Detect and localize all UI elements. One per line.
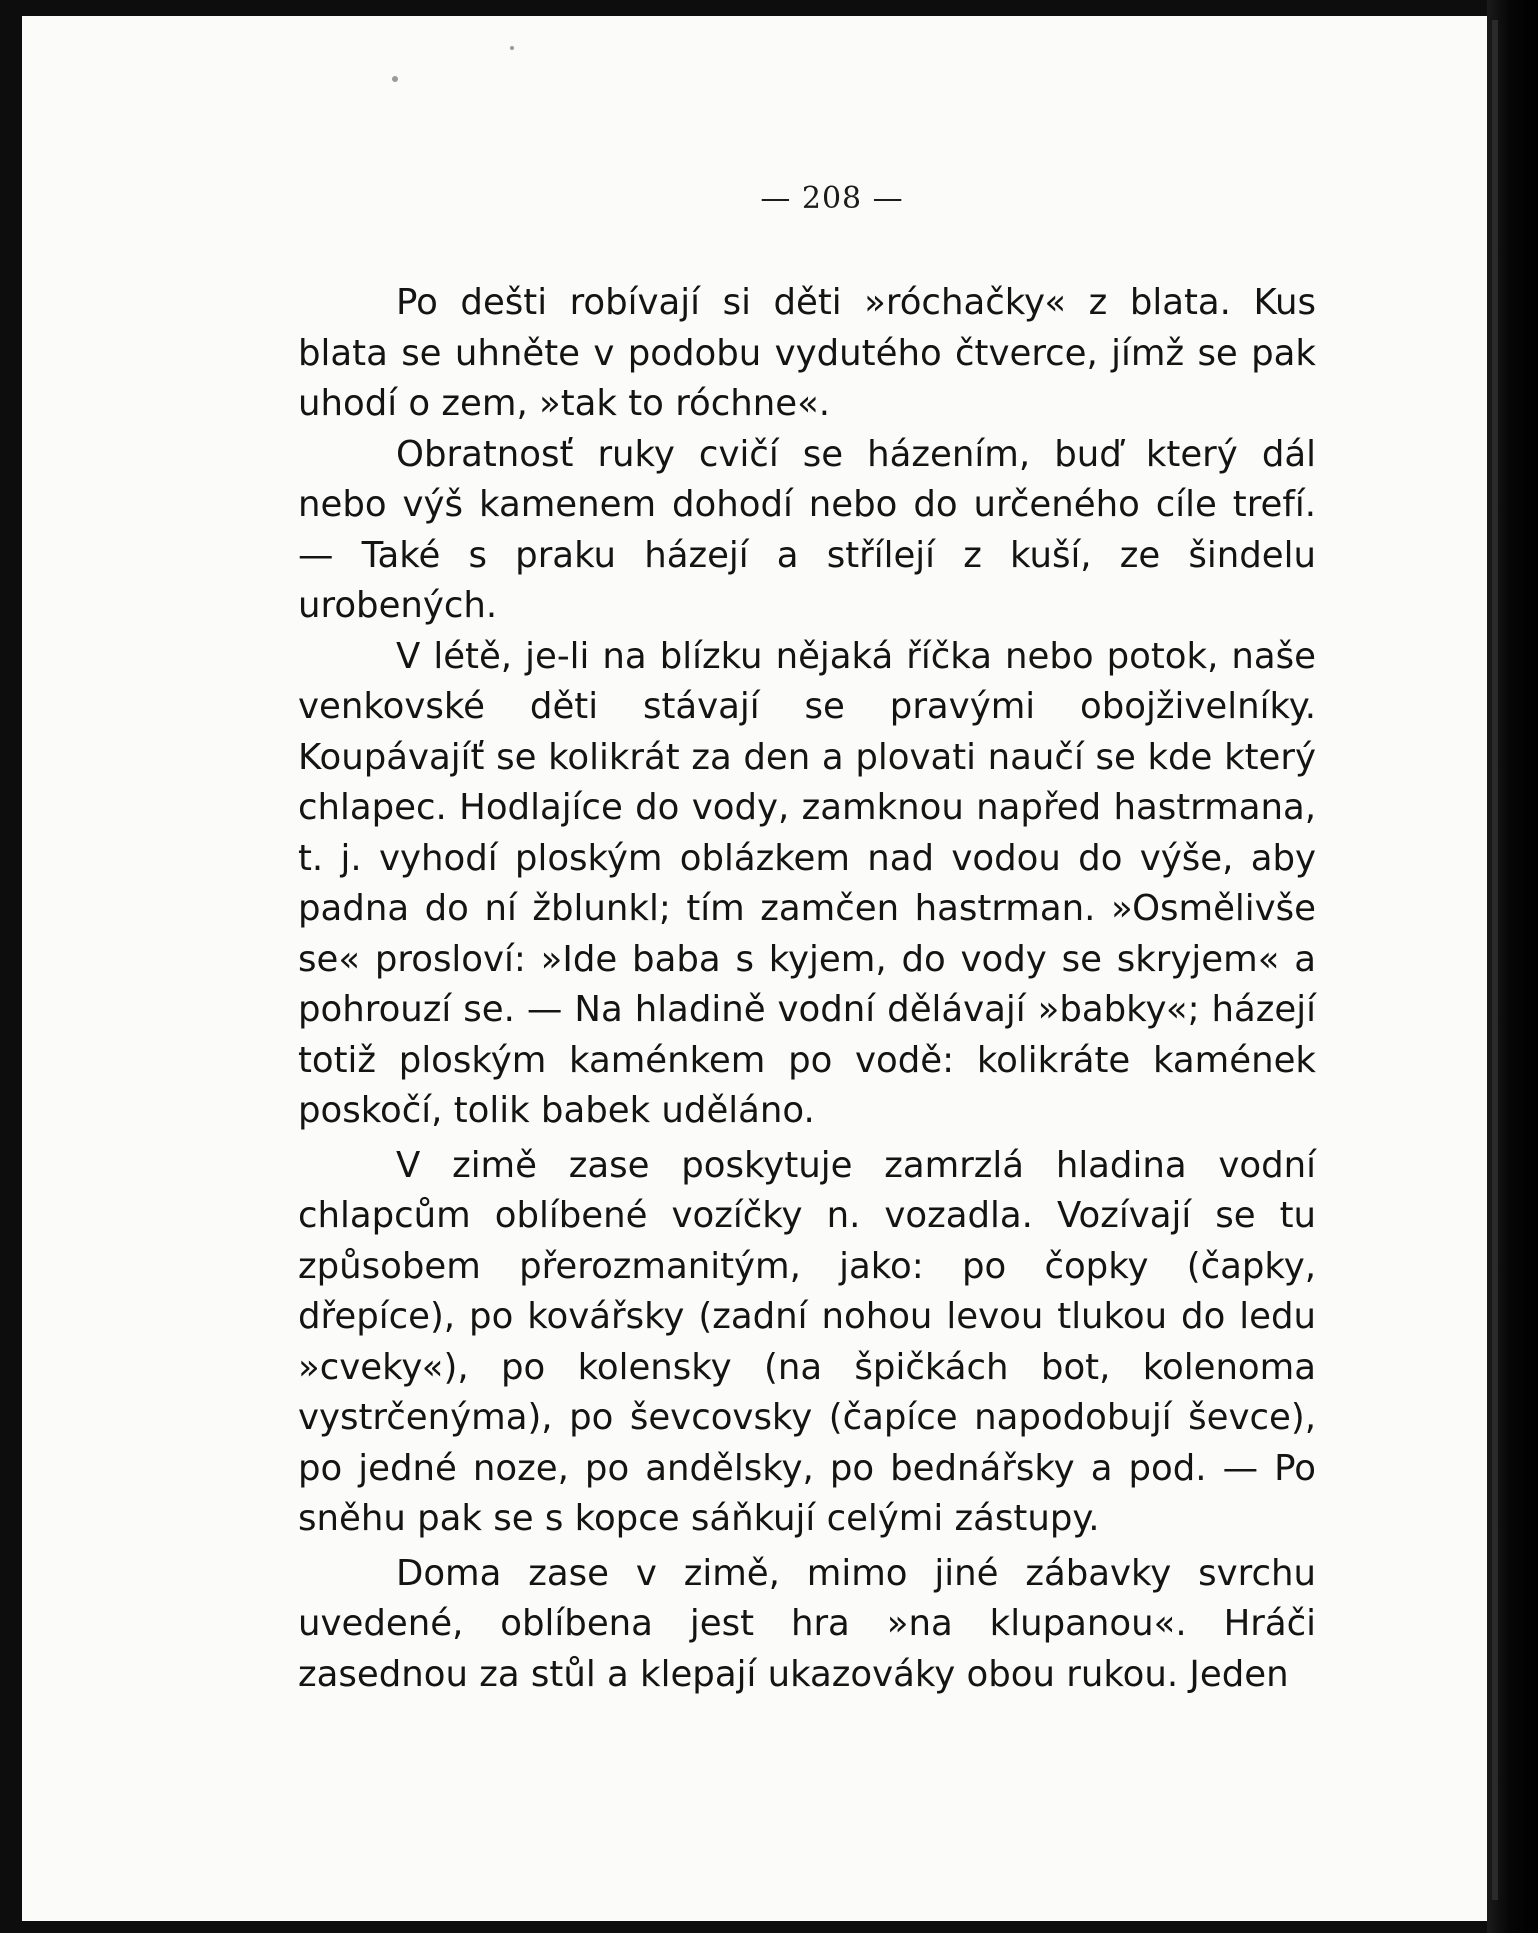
dust-speck (510, 46, 514, 50)
paragraph-summer-water: V létě, je-li na blízku nějaká říčka nebo potok, naše venkovské děti stávají se pravými obojživelníky. Koupávajíť se kolikrát za den a plovati naučí se kde který chlapec. Hodlajíce do vody, zamknou napřed hastrmana, t. j. vyhodí ploským oblázkem nad vodou do výše, aby padna do ní žblunkl; tím zamčen hastrman. »Osmělivše se« prosloví: »Ide baba s kyjem, do vody se skryjem« a pohrouzí se. — Na hladině vodní dělávají »babky«; házejí totiž ploským kaménkem po vodě: kolikráte kamének poskočí, tolik babek uděláno. (298, 635, 1316, 1131)
book-page (22, 16, 1487, 1921)
page-number: — 208 — (760, 181, 904, 216)
body-text (298, 278, 1316, 1700)
paragraph-mud-toys: Po dešti robívají si děti »róchačky« z blata. Kus blata se uhněte v podobu vydutého čtverce, jímž se pak uhodí o zem, »tak to róchne«. (298, 282, 1316, 424)
dust-speck (392, 76, 398, 82)
page-edge-shadow (1492, 20, 1498, 1900)
paragraph-indoor-games: Doma zase v zimě, mimo jiné zábavky svrchu uvedené, oblíbena jest hra »na klupanou«. Hráči zasednou za stůl a klepají ukazováky obou rukou. Jeden (298, 1552, 1316, 1695)
paragraph-winter-ice: V zimě zase poskytuje zamrzlá hladina vodní chlapcům oblíbené vozíčky n. vozadla. Vozívají se tu způsobem přerozmanitým, jako: po čopky (čapky, dřepíce), po kovářsky (zadní nohou levou tlukou do ledu »cveky«), po kolensky (na špičkách bot, kolenoma vystrčenýma), po ševcovsky (čapíce napodobují ševce), po jedné noze, po andělsky, po bednářsky a pod. — Po sněhu pak se s kopce sáňkují celými zástupy. (298, 1144, 1316, 1539)
paragraph-throwing: Obratnosť ruky cvičí se házením, buď který dál nebo výš kamenem dohodí nebo do určeného cíle trefí. — Také s praku házejí a střílejí z kuší, ze šindelu urobených. (298, 433, 1316, 626)
